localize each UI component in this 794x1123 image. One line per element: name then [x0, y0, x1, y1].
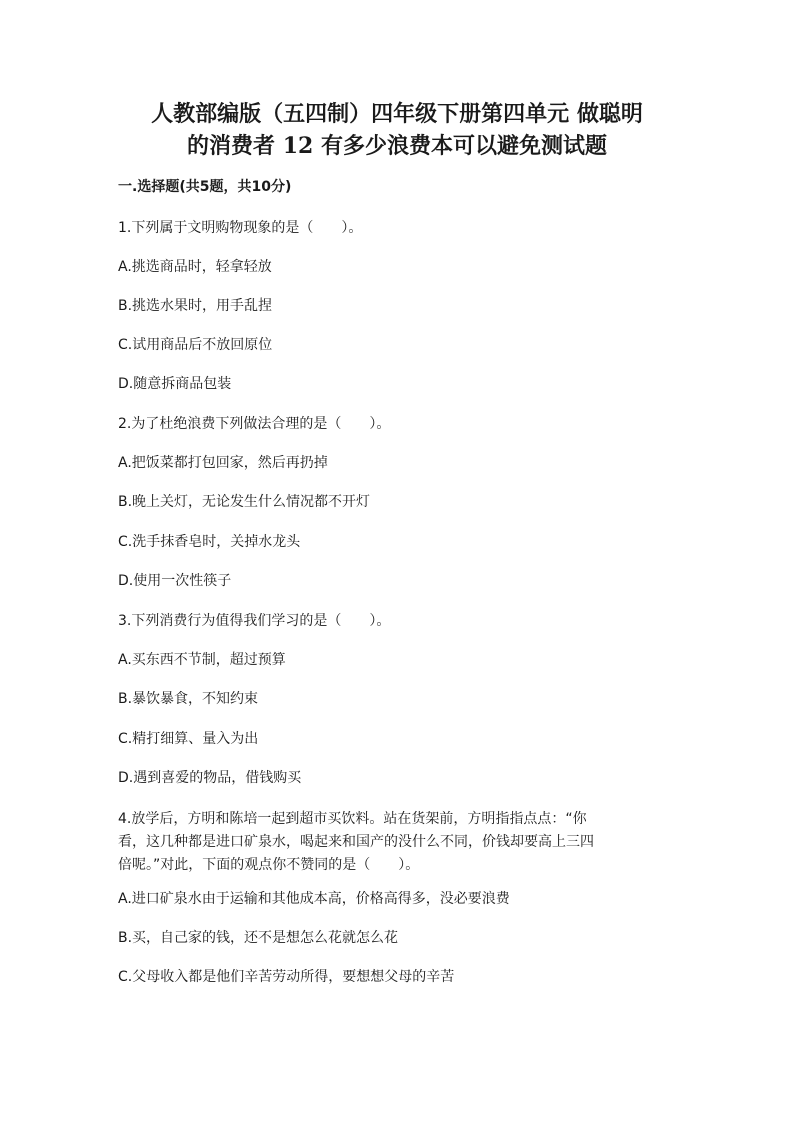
section-heading: 一.选择题(共5题，共10分) — [118, 179, 292, 195]
question-4-stem-line-1: 4.放学后，方明和陈培一起到超市买饮料。站在货架前，方明指指点点：“你 — [118, 811, 587, 827]
question-3-option-a: A.买东西不节制，超过预算 — [118, 652, 286, 668]
question-1-option-a: A.挑选商品时，轻拿轻放 — [118, 259, 272, 275]
page-title — [60, 98, 734, 162]
question-1-option-d: D.随意拆商品包装 — [118, 376, 232, 392]
question-2-option-a: A.把饭菜都打包回家，然后再扔掉 — [118, 455, 328, 471]
question-3-option-d: D.遇到喜爱的物品，借钱购买 — [118, 770, 302, 786]
question-2-stem: 2.为了杜绝浪费下列做法合理的是（ ）。 — [118, 416, 391, 432]
title-line-2: 的消费者 12 有多少浪费本可以避免测试题 — [187, 133, 607, 159]
question-4-option-c: C.父母收入都是他们辛苦劳动所得，要想想父母的辛苦 — [118, 969, 455, 985]
question-1-option-c: C.试用商品后不放回原位 — [118, 337, 273, 353]
question-4-stem — [118, 808, 678, 877]
question-4-option-a: A.进口矿泉水由于运输和其他成本高，价格高得多，没必要浪费 — [118, 891, 510, 907]
question-3-option-b: B.暴饮暴食，不知约束 — [118, 691, 259, 707]
question-2-option-c: C.洗手抹香皂时，关掉水龙头 — [118, 534, 301, 550]
title-line-1: 人教部编版（五四制）四年级下册第四单元 做聪明 — [151, 101, 643, 127]
question-1-stem: 1.下列属于文明购物现象的是（ ）。 — [118, 220, 363, 236]
question-2-option-b: B.晚上关灯，无论发生什么情况都不开灯 — [118, 494, 371, 510]
question-4-option-b: B.买，自己家的钱，还不是想怎么花就怎么花 — [118, 930, 399, 946]
question-3-stem: 3.下列消费行为值得我们学习的是（ ）。 — [118, 613, 391, 629]
question-2-option-d: D.使用一次性筷子 — [118, 573, 232, 589]
question-3-option-c: C.精打细算、量入为出 — [118, 731, 259, 747]
question-4-stem-line-3: 倍呢。”对此，下面的观点你不赞同的是（ ）。 — [118, 857, 420, 873]
question-4-stem-line-2: 看，这几种都是进口矿泉水，喝起来和国产的没什么不同，价钱却要高上三四 — [118, 834, 594, 850]
question-1-option-b: B.挑选水果时，用手乱捏 — [118, 298, 273, 314]
